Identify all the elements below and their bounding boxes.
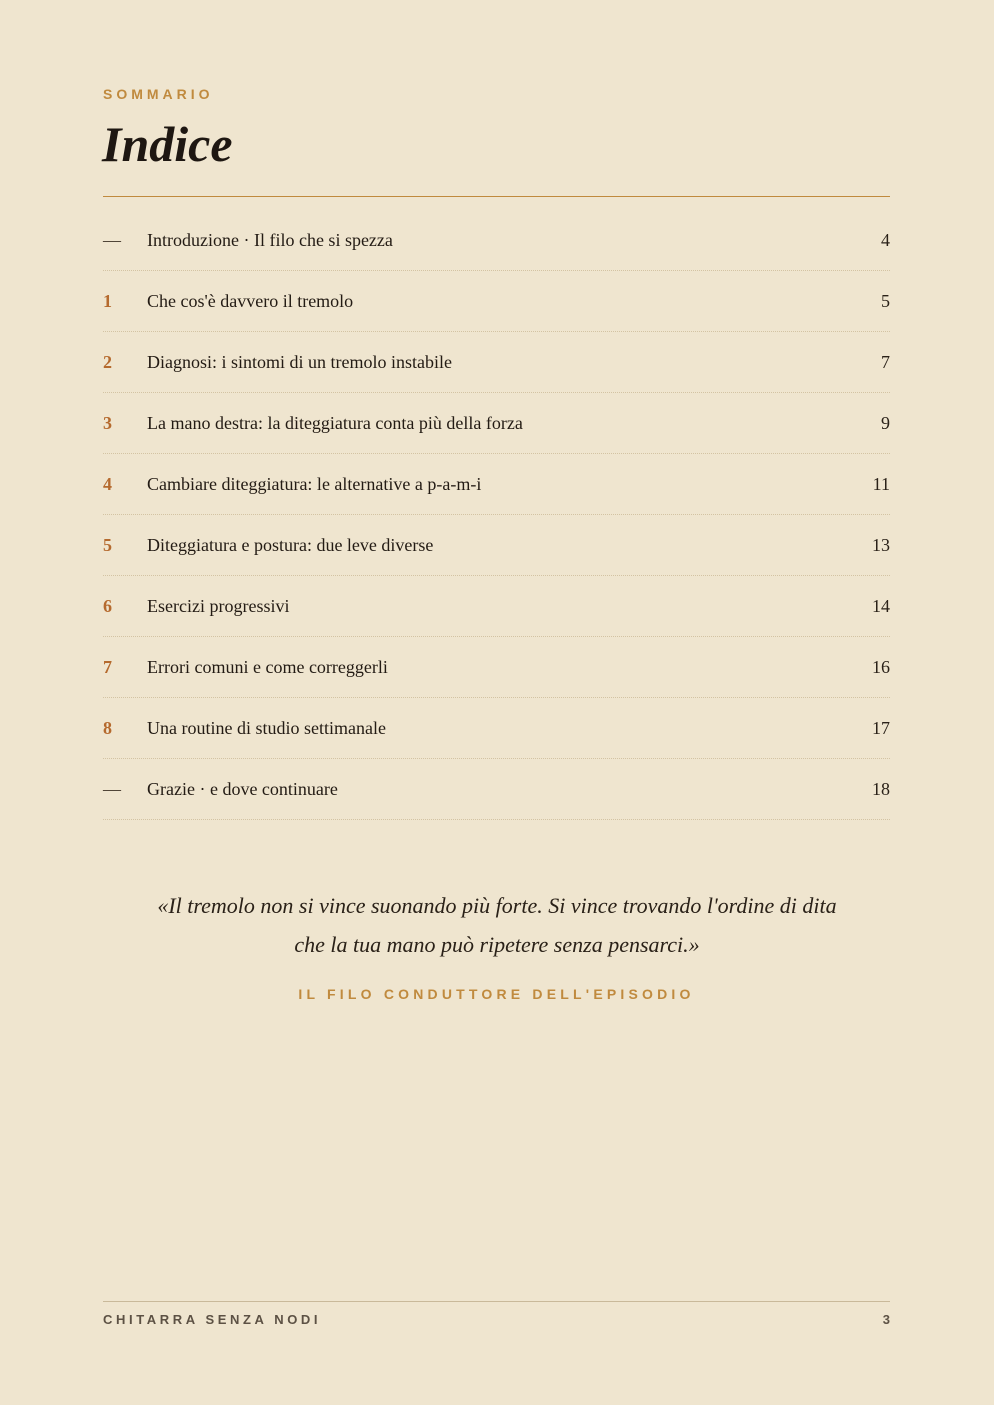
toc-entry-page: 4 — [881, 230, 890, 250]
footer-series-title: CHITARRA SENZA NODI — [103, 1312, 322, 1327]
toc-entry-number: 4 — [103, 473, 112, 494]
toc-entry-title: La mano destra: la diteggiatura conta più della forza — [147, 412, 523, 433]
toc-entry-number: — — [103, 230, 121, 250]
table-of-contents — [103, 211, 890, 820]
toc-entry-page: 16 — [872, 656, 890, 677]
footer-page-number: 3 — [882, 1312, 890, 1327]
toc-entry-title: Diteggiatura e postura: due leve diverse — [147, 534, 434, 555]
pull-quote: «Il tremolo non si vince suonando più forte. Si vince trovando l'ordine di dita che la tua mano può ripetere senza pensarci.» — [157, 893, 837, 957]
toc-entry-page: 7 — [881, 351, 890, 372]
toc-entry-number: 2 — [103, 351, 112, 372]
toc-entry-number: 5 — [103, 534, 112, 555]
toc-entry-title: Che cos'è davvero il tremolo — [147, 290, 354, 311]
toc-entry-number: 7 — [103, 656, 112, 677]
toc-entry[interactable] — [103, 759, 890, 820]
toc-entry[interactable] — [103, 211, 890, 271]
footer-divider — [103, 1301, 890, 1302]
toc-entry-page: 18 — [872, 778, 890, 799]
toc-entry[interactable] — [103, 332, 890, 393]
toc-entry-title: Introduzione · Il filo che si spezza — [147, 230, 393, 250]
toc-entry[interactable] — [103, 698, 890, 759]
toc-entry[interactable] — [103, 393, 890, 454]
toc-entry-page: 17 — [872, 717, 890, 738]
toc-entry-title: Errori comuni e come correggerli — [147, 656, 388, 677]
toc-entry-title: Grazie · e dove continuare — [147, 778, 338, 799]
page-title: Indice — [102, 116, 233, 172]
toc-entry-page: 13 — [872, 534, 890, 555]
toc-entry-number: 1 — [103, 290, 112, 311]
toc-entry[interactable] — [103, 576, 890, 637]
toc-entry-title: Diagnosi: i sintomi di un tremolo instabile — [147, 351, 452, 372]
toc-entry[interactable] — [103, 515, 890, 576]
toc-entry-page: 14 — [872, 595, 890, 616]
toc-entry-title: Una routine di studio settimanale — [147, 717, 386, 738]
toc-entry[interactable] — [103, 454, 890, 515]
toc-entry[interactable] — [103, 637, 890, 698]
toc-entry-number: — — [103, 778, 121, 799]
toc-entry-page: 11 — [872, 473, 890, 494]
toc-entry[interactable] — [103, 271, 890, 332]
pull-quote-caption: IL FILO CONDUTTORE DELL'EPISODIO — [298, 986, 695, 1002]
toc-entry-page: 5 — [881, 290, 890, 311]
section-eyebrow: SOMMARIO — [103, 86, 214, 102]
toc-entry-number: 6 — [103, 595, 112, 616]
toc-entry-number: 8 — [103, 717, 112, 738]
title-divider — [103, 196, 890, 197]
toc-entry-number: 3 — [103, 412, 112, 433]
toc-entry-page: 9 — [881, 412, 890, 433]
toc-entry-title: Cambiare diteggiatura: le alternative a p-a-m-i — [147, 473, 482, 494]
toc-entry-title: Esercizi progressivi — [147, 595, 290, 616]
